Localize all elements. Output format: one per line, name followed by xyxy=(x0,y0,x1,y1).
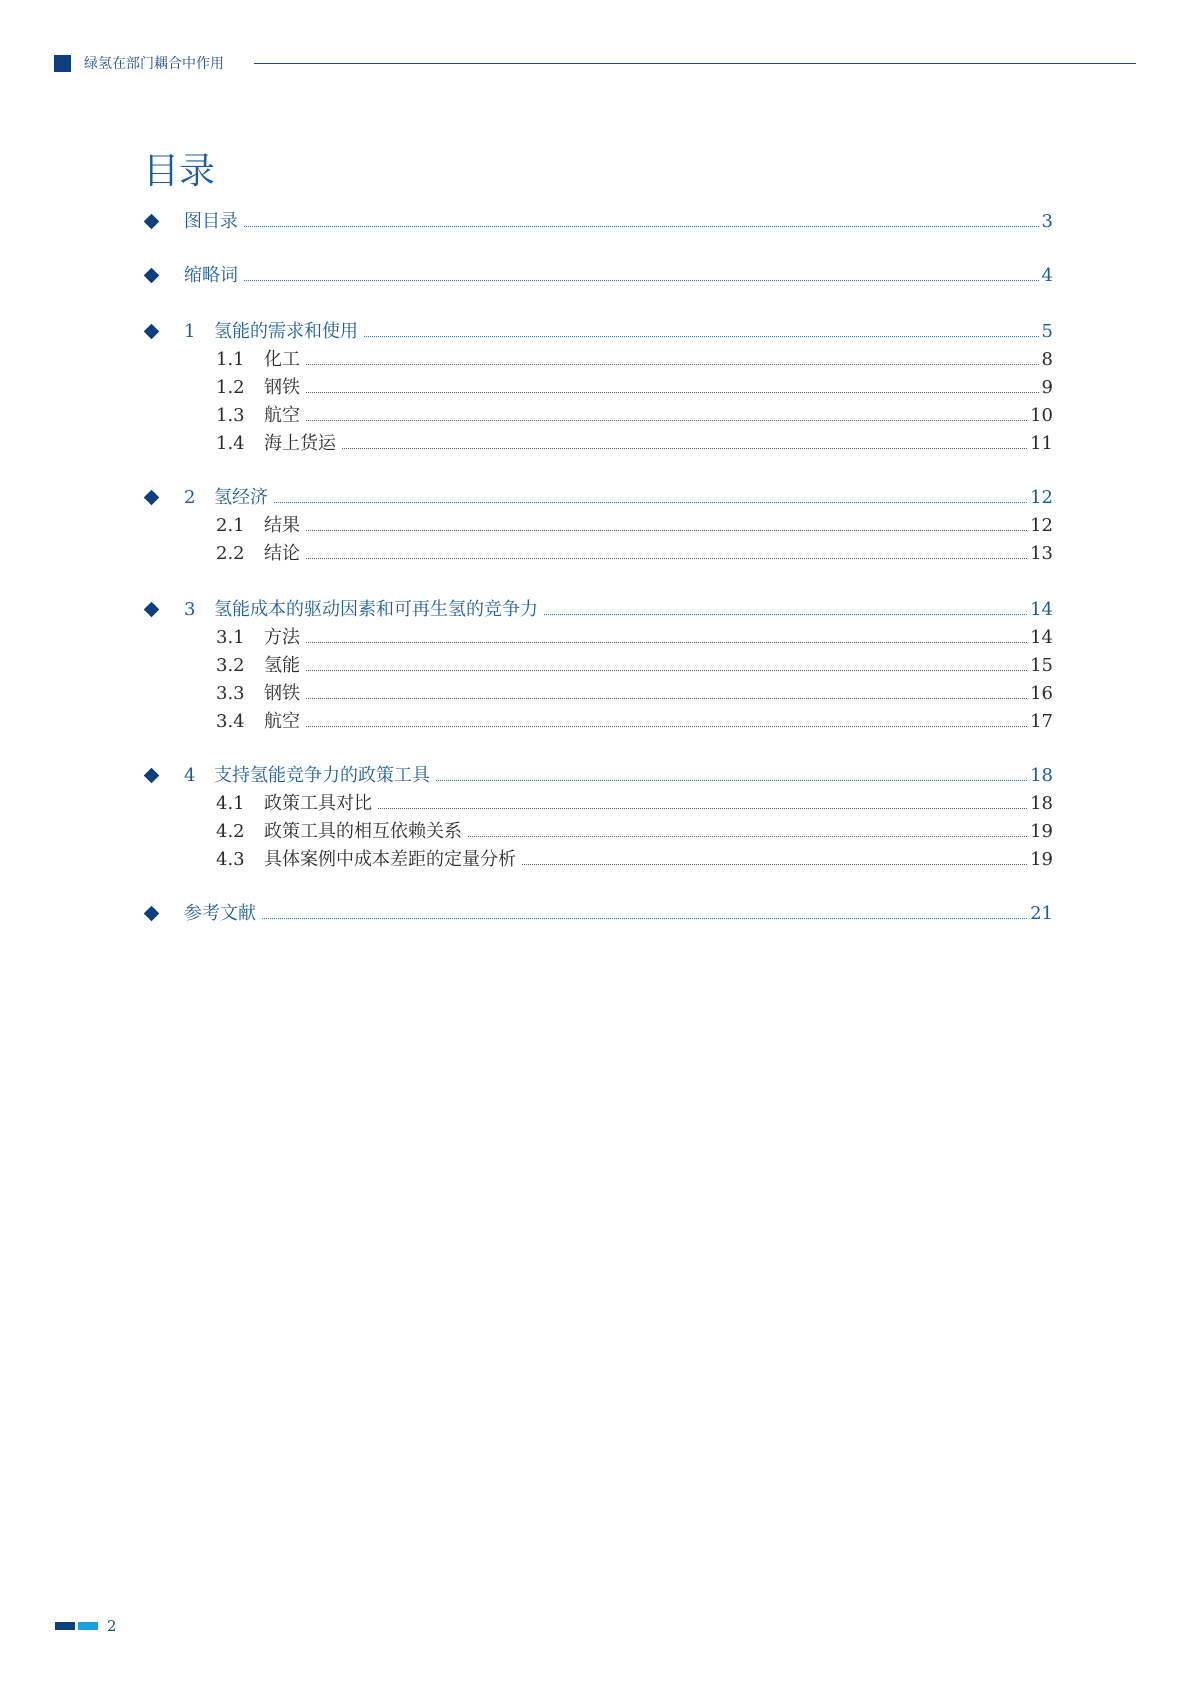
diamond-bullet-icon xyxy=(144,268,160,284)
toc-entry-label: 缩略词 xyxy=(184,265,238,286)
toc-entry-page: 18 xyxy=(1030,793,1053,814)
toc-entry-level2[interactable] xyxy=(0,820,1190,846)
toc-entry-text xyxy=(216,348,1053,372)
toc-entry-text xyxy=(184,486,1053,510)
toc-entry-level2[interactable] xyxy=(0,348,1190,374)
toc-entry-number: 2.1 xyxy=(216,515,245,536)
toc-entry-label: 航空 xyxy=(264,711,300,732)
toc-entry-label: 氢能成本的驱动因素和可再生氢的竞争力 xyxy=(214,599,538,620)
toc-entry-number: 1.2 xyxy=(216,377,245,398)
toc-entry-label: 图目录 xyxy=(184,211,238,232)
toc-entry-number: 3.4 xyxy=(216,711,245,732)
dot-leader xyxy=(544,613,1027,615)
dot-leader xyxy=(274,501,1027,503)
toc-entry-level1[interactable] xyxy=(0,210,1190,236)
toc-entry-page: 9 xyxy=(1041,377,1053,398)
toc-entry-number: 4.3 xyxy=(216,849,245,870)
toc-entry-number: 4.1 xyxy=(216,793,245,814)
toc-entry-label: 钢铁 xyxy=(264,377,300,398)
toc-entry-label: 参考文献 xyxy=(184,903,256,924)
toc-entry-label: 结论 xyxy=(264,543,300,564)
dot-leader xyxy=(522,863,1027,865)
toc-entry-number: 1 xyxy=(184,321,196,342)
toc-entry-label: 方法 xyxy=(264,627,300,648)
dot-leader xyxy=(306,697,1027,699)
diamond-bullet-icon xyxy=(144,214,160,230)
toc-entry-level1[interactable] xyxy=(0,598,1190,624)
toc-entry-text xyxy=(216,792,1053,816)
diamond-bullet-icon xyxy=(144,490,160,506)
toc-entry-page: 21 xyxy=(1030,903,1053,924)
toc-entry-level2[interactable] xyxy=(0,514,1190,540)
toc-entry-text xyxy=(216,542,1053,566)
toc-entry-number: 3 xyxy=(184,599,196,620)
dot-leader xyxy=(468,835,1027,837)
toc-entry-label: 政策工具对比 xyxy=(264,793,372,814)
dot-leader xyxy=(306,725,1027,727)
toc-entry-level1[interactable] xyxy=(0,264,1190,290)
toc-entry-text xyxy=(216,514,1053,538)
toc-title: 目录 xyxy=(143,151,216,192)
diamond-bullet-icon xyxy=(144,768,160,784)
page-number: 2 xyxy=(107,1617,117,1635)
dot-leader xyxy=(244,279,1039,281)
dot-leader xyxy=(364,335,1039,337)
toc-entry-label: 支持氢能竞争力的政策工具 xyxy=(214,765,430,786)
page-header xyxy=(54,54,1136,76)
toc-entry-label: 氢经济 xyxy=(214,487,268,508)
toc-entry-text xyxy=(184,210,1053,234)
toc-entry-page: 8 xyxy=(1041,349,1053,370)
dot-leader xyxy=(306,669,1027,671)
toc-entry-label: 化工 xyxy=(264,349,300,370)
dot-leader xyxy=(342,447,1027,449)
toc-entry-label: 政策工具的相互依赖关系 xyxy=(264,821,462,842)
diamond-bullet-icon xyxy=(144,324,160,340)
dot-leader xyxy=(306,557,1027,559)
toc-entry-text xyxy=(216,654,1053,678)
dot-leader xyxy=(244,225,1039,227)
page-footer xyxy=(55,1616,175,1636)
toc-entry-page: 16 xyxy=(1030,683,1053,704)
toc-entry-number: 3.2 xyxy=(216,655,245,676)
diamond-bullet-icon xyxy=(144,906,160,922)
toc-entry-label: 钢铁 xyxy=(264,683,300,704)
toc-entry-number: 3.1 xyxy=(216,627,245,648)
toc-entry-number: 3.3 xyxy=(216,683,245,704)
toc-entry-number: 2.2 xyxy=(216,543,245,564)
toc-entry-level2[interactable] xyxy=(0,376,1190,402)
toc-entry-level2[interactable] xyxy=(0,626,1190,652)
toc-entry-label: 结果 xyxy=(264,515,300,536)
dot-leader xyxy=(306,419,1027,421)
toc-entry-number: 4 xyxy=(184,765,196,786)
toc-entry-text xyxy=(184,320,1053,344)
toc-entry-page: 4 xyxy=(1041,265,1053,286)
toc-entry-page: 19 xyxy=(1030,849,1053,870)
toc-entry-number: 1.3 xyxy=(216,405,245,426)
toc-entry-level1[interactable] xyxy=(0,764,1190,790)
toc-entry-level1[interactable] xyxy=(0,486,1190,512)
dot-leader xyxy=(262,917,1027,919)
toc-entry-label: 氢能的需求和使用 xyxy=(214,321,358,342)
diamond-bullet-icon xyxy=(144,602,160,618)
toc-entry-page: 13 xyxy=(1030,543,1053,564)
toc-entry-text xyxy=(184,764,1053,788)
toc-entry-level2[interactable] xyxy=(0,432,1190,458)
toc-entry-text xyxy=(216,404,1053,428)
header-square-icon xyxy=(54,55,71,72)
toc-entry-page: 17 xyxy=(1030,711,1053,732)
dot-leader xyxy=(306,529,1027,531)
toc-entry-level2[interactable] xyxy=(0,682,1190,708)
footer-bar-dark xyxy=(55,1622,75,1630)
toc-entry-text xyxy=(216,682,1053,706)
toc-entry-page: 10 xyxy=(1030,405,1053,426)
toc-entry-level1[interactable] xyxy=(0,902,1190,928)
toc-entry-text xyxy=(216,376,1053,400)
toc-entry-page: 14 xyxy=(1030,599,1053,620)
toc-entry-text xyxy=(216,626,1053,650)
toc-entry-text xyxy=(216,820,1053,844)
toc-entry-page: 19 xyxy=(1030,821,1053,842)
toc-entry-page: 12 xyxy=(1030,487,1053,508)
dot-leader xyxy=(378,807,1027,809)
footer-bar-light xyxy=(78,1622,98,1630)
toc-entry-label: 氢能 xyxy=(264,655,300,676)
toc-entry-text xyxy=(216,432,1053,456)
header-title: 绿氢在部门耦合中作用 xyxy=(84,56,224,72)
toc-entry-page: 18 xyxy=(1030,765,1053,786)
toc-entry-text xyxy=(184,902,1053,926)
toc-entry-level1[interactable] xyxy=(0,320,1190,346)
dot-leader xyxy=(436,779,1027,781)
toc-entry-level2[interactable] xyxy=(0,542,1190,568)
toc-entry-number: 2 xyxy=(184,487,196,508)
toc-entry-level2[interactable] xyxy=(0,848,1190,874)
toc-entry-number: 4.2 xyxy=(216,821,245,842)
toc-entry-text xyxy=(184,598,1053,622)
toc-entry-page: 14 xyxy=(1030,627,1053,648)
toc-entry-level2[interactable] xyxy=(0,792,1190,818)
toc-entry-level2[interactable] xyxy=(0,654,1190,680)
toc-entry-text xyxy=(216,710,1053,734)
toc-entry-page: 15 xyxy=(1030,655,1053,676)
dot-leader xyxy=(306,363,1039,365)
dot-leader xyxy=(306,391,1039,393)
toc-entry-level2[interactable] xyxy=(0,710,1190,736)
toc-entry-page: 5 xyxy=(1041,321,1053,342)
toc-entry-page: 3 xyxy=(1041,211,1053,232)
toc-entry-number: 1.1 xyxy=(216,349,245,370)
toc-entry-label: 海上货运 xyxy=(264,433,336,454)
toc-entry-page: 11 xyxy=(1030,433,1053,454)
toc-entry-text xyxy=(216,848,1053,872)
toc-entry-label: 航空 xyxy=(264,405,300,426)
dot-leader xyxy=(306,641,1027,643)
header-divider xyxy=(254,63,1136,64)
toc-entry-level2[interactable] xyxy=(0,404,1190,430)
toc-entry-number: 1.4 xyxy=(216,433,245,454)
toc-entry-text xyxy=(184,264,1053,288)
toc-entry-label: 具体案例中成本差距的定量分析 xyxy=(264,849,516,870)
toc-entry-page: 12 xyxy=(1030,515,1053,536)
